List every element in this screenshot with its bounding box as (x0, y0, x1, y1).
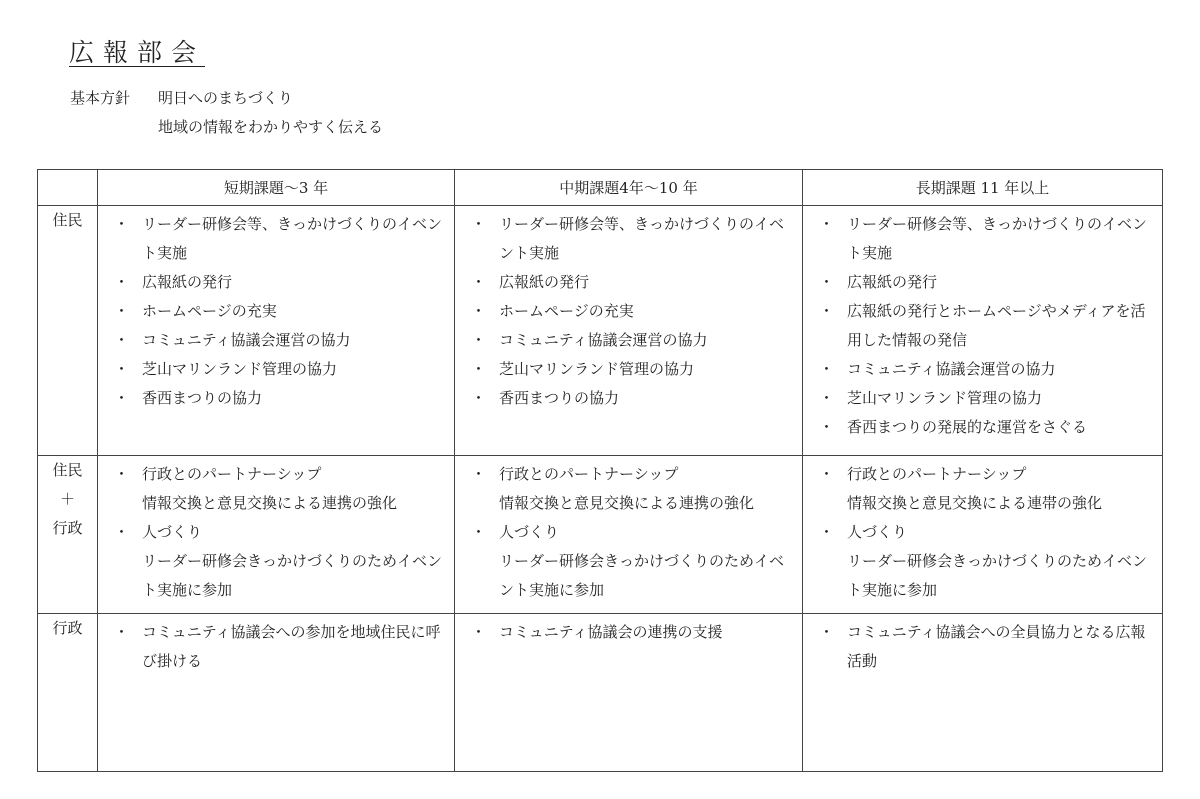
bullet-list (803, 614, 1162, 676)
list-item-text: 広報紙の発行 (847, 273, 938, 291)
list-item-subtext: リーダー研修会きっかけづくりのためイベント実施に参加 (499, 552, 785, 599)
bullet-list (455, 614, 802, 647)
list-item (120, 297, 448, 326)
table-row-residents (38, 206, 1163, 456)
list-item (477, 210, 796, 268)
list-item (120, 618, 448, 676)
cell-residents-admin-mid-term (455, 456, 803, 614)
list-item-text: 人づくり (142, 523, 203, 541)
cell-residents-mid-term (455, 206, 803, 456)
list-item (825, 618, 1156, 676)
list-item-subtext: リーダー研修会きっかけづくりのためイベント実施に参加 (847, 552, 1148, 599)
policy-label: 基本方針 (70, 89, 131, 107)
list-item-text: 広報紙の発行 (142, 273, 233, 291)
list-item (477, 268, 796, 297)
list-item (477, 355, 796, 384)
list-item (825, 460, 1156, 518)
cell-residents-short-term (98, 206, 455, 456)
row-label-residents-admin (38, 456, 98, 614)
row-label-residents (38, 206, 98, 456)
row-label-line: 行政 (52, 519, 83, 537)
list-item (477, 460, 796, 518)
list-item (120, 355, 448, 384)
bullet-list (455, 456, 802, 605)
list-item-text: コミュニティ協議会の連携の支援 (499, 623, 723, 641)
cell-admin-long-term (803, 614, 1163, 772)
list-item-subtext: 情報交換と意見交換による連携の強化 (499, 494, 755, 512)
bullet-list (803, 206, 1162, 442)
list-item-subtext: 情報交換と意見交換による連帯の強化 (847, 494, 1103, 512)
list-item-text: 行政とのパートナーシップ (847, 465, 1027, 483)
table-row-residents-admin (38, 456, 1163, 614)
header-mid-term: 中期課題4年〜10 年 (455, 170, 803, 206)
header-corner (38, 170, 98, 206)
list-item-text: 香西まつりの協力 (142, 389, 263, 407)
list-item (825, 518, 1156, 605)
list-item (477, 326, 796, 355)
list-item (120, 326, 448, 355)
list-item-text: コミュニティ協議会運営の協力 (142, 331, 351, 349)
list-item-text: 人づくり (847, 523, 908, 541)
bullet-list (98, 614, 454, 676)
list-item (825, 413, 1156, 442)
list-item (825, 297, 1156, 355)
list-item-text: リーダー研修会等、きっかけづくりのイベント実施 (847, 215, 1148, 262)
bullet-list (98, 206, 454, 413)
list-item-text: コミュニティ協議会運営の協力 (499, 331, 708, 349)
plan-table (37, 169, 1163, 772)
list-item-text: 広報紙の発行 (499, 273, 590, 291)
bullet-list (98, 456, 454, 605)
list-item (477, 297, 796, 326)
policy-line-2: 地域の情報をわかりやすく伝える (158, 118, 384, 136)
list-item (477, 618, 796, 647)
list-item-text: 芝山マリンランド管理の協力 (847, 389, 1043, 407)
table-header-row (38, 170, 1163, 206)
policy-line-1: 明日へのまちづくり (158, 89, 293, 107)
table-row-admin (38, 614, 1163, 772)
row-label-line: 住民 (52, 461, 83, 479)
list-item (477, 384, 796, 413)
list-item (120, 518, 448, 605)
list-item (825, 384, 1156, 413)
header-short-term: 短期課題〜3 年 (98, 170, 455, 206)
list-item-text: コミュニティ協議会への全員協力となる広報活動 (847, 623, 1146, 670)
bullet-list (455, 206, 802, 413)
list-item-text: 行政とのパートナーシップ (499, 465, 679, 483)
list-item-text: 人づくり (499, 523, 560, 541)
cell-residents-admin-short-term (98, 456, 455, 614)
list-item (120, 384, 448, 413)
list-item-text: 芝山マリンランド管理の協力 (142, 360, 338, 378)
list-item-text: リーダー研修会等、きっかけづくりのイベント実施 (142, 215, 443, 262)
list-item-text: コミュニティ協議会運営の協力 (847, 360, 1056, 378)
row-label-line: ＋ (59, 490, 75, 508)
list-item-text: ホームページの充実 (499, 302, 634, 320)
list-item (120, 460, 448, 518)
list-item-subtext: リーダー研修会きっかけづくりのためイベント実施に参加 (142, 552, 443, 599)
list-item (120, 210, 448, 268)
cell-residents-admin-long-term (803, 456, 1163, 614)
list-item-subtext: 情報交換と意見交換による連携の強化 (142, 494, 398, 512)
list-item (825, 355, 1156, 384)
list-item (477, 518, 796, 605)
list-item (825, 268, 1156, 297)
row-label-admin (38, 614, 98, 772)
list-item (120, 268, 448, 297)
list-item-text: リーダー研修会等、きっかけづくりのイベント実施 (499, 215, 785, 262)
list-item-text: ホームページの充実 (142, 302, 277, 320)
list-item-text: 行政とのパートナーシップ (142, 465, 322, 483)
row-label-line: 行政 (52, 619, 83, 637)
cell-admin-short-term (98, 614, 455, 772)
list-item-text: コミュニティ協議会への参加を地域住民に呼び掛ける (142, 623, 441, 670)
cell-residents-long-term (803, 206, 1163, 456)
page-title: 広報部会 (69, 38, 206, 67)
list-item (825, 210, 1156, 268)
row-label-line: 住民 (52, 211, 83, 229)
list-item-text: 香西まつりの発展的な運営をさぐる (847, 418, 1088, 436)
cell-admin-mid-term (455, 614, 803, 772)
list-item-text: 芝山マリンランド管理の協力 (499, 360, 695, 378)
list-item-text: 広報紙の発行とホームページやメディアを活用した情報の発信 (847, 302, 1146, 349)
list-item-text: 香西まつりの協力 (499, 389, 620, 407)
bullet-list (803, 456, 1162, 605)
header-long-term: 長期課題 11 年以上 (803, 170, 1163, 206)
